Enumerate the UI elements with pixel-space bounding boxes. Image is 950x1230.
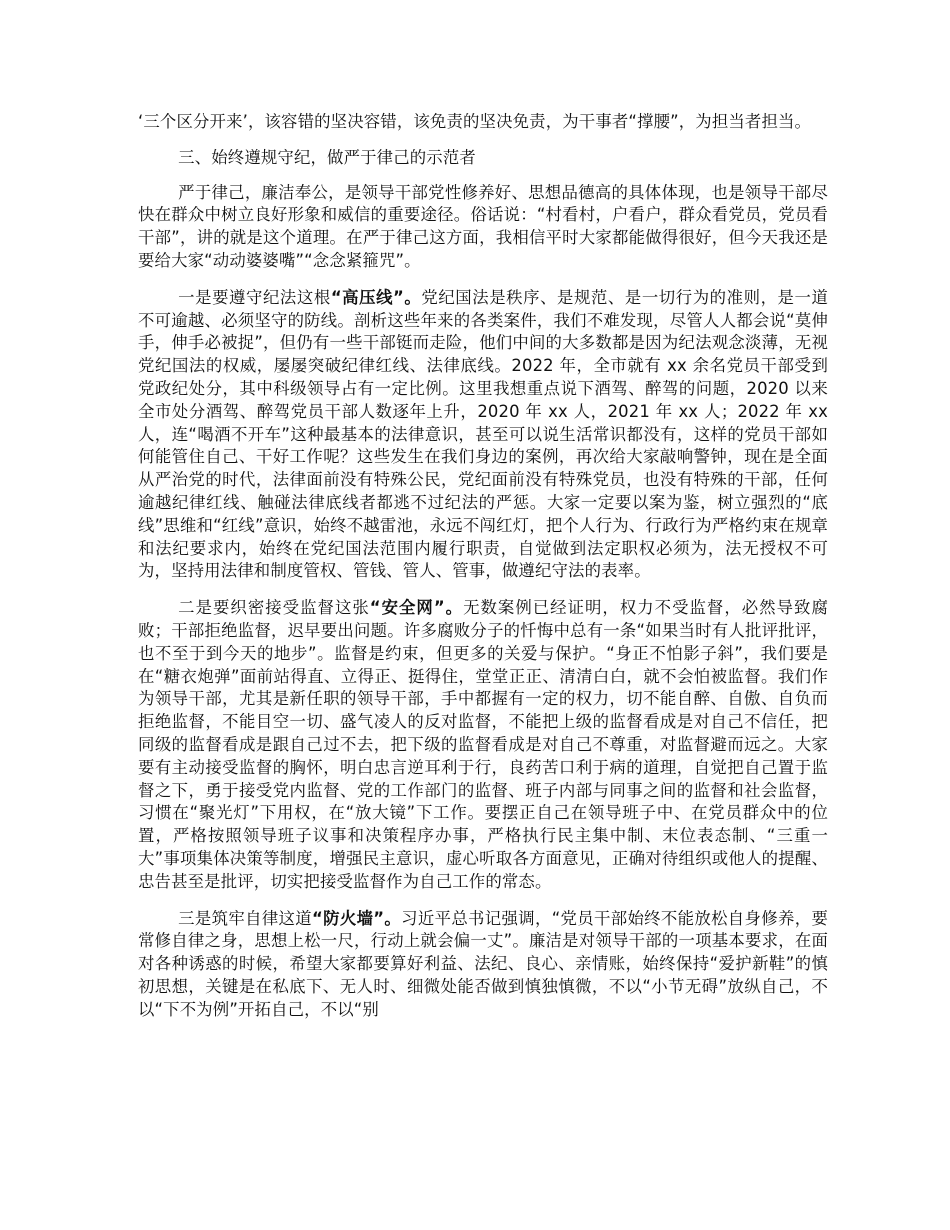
paragraph-body: 无数案例已经证明，权力不受监督，必然导致腐败；干部拒绝监督，迟早要出问题。许多腐败分子的忏悔中总有一条“如果当时有人批评批评，也不至于到今天的地步”。监督是约束，但更多的关爱与保护。“身正不怕影子斜”，我们要是在“糖衣炮弹”面前站得直、立得正、挺得住，堂堂正正、清清白白，就不会怕被监督。我们作为领导干部，尤其是新任职的领导干部，手中都握有一定的权力，切不能自醉、自傲、自负而拒绝监督，不能目空一切、盛气凌人的反对监督，不能把上级的监督看成是对自己不信任，把同级的监督看成是跟自己过不去，把下级的监督看成是对自己不尊重，对监督避而远之。大家要有主动接受监督的胸怀，明白忠言逆耳利于行，良药苦口利于病的道理，自觉把自己置于监督之下，勇于接受党内监督、党的工作部门的监督、班子内部与同事之间的监督和社会监督，习惯在“聚光灯”下用权，在“放大镜”下工作。要摆正自己在领导班子中、在党员群众中的位置，严格按照领导班子议事和决策程序办事，严格执行民主集中制、末位表态制、“三重一大”事项集体决策等制度，增强民主意识，虚心听取各方面意见，正确对待组织或他人的提醒、忠告甚至是批评，切实把接受监督作为自己工作的常态。: [138, 598, 828, 891]
paragraph-lead: 一是要遵守纪法这根: [178, 287, 331, 307]
emphasis-term: “高压线”。: [330, 287, 422, 307]
paragraph-body: 习近平总书记强调，“党员干部始终不能放松自身修养，要常修自律之身，思想上松一尺，行动上就会偏一丈”。廉洁是对领导干部的一项基本要求，在面对各种诱惑的时候，希望大家都要算好利益、法纪、良心、亲情账，始终保持“爱护新鞋”的慎初思想，关键是在私底下、无人时、细微处能否做到慎独慎微，不以“小节无碍”放纵自己，不以“下不为例”开拓自己，不以“别: [138, 908, 828, 1019]
section-heading: 三、始终遵规守纪，做严于律己的示范者: [178, 147, 476, 167]
document-page: [138, 111, 828, 1021]
paragraph-lead: 二是要织密接受监督这张: [178, 598, 370, 618]
emphasis-term: “安全网”。: [369, 598, 464, 618]
paragraph-high-voltage-line: [138, 287, 828, 583]
paragraph-firewall: [138, 908, 828, 1022]
paragraph-self-discipline: 严于律己，廉洁奉公，是领导干部党性修养好、思想品德高的具体体现，也是领导干部尽快在群众中树立良好形象和威信的重要途径。俗话说：“村看村，户看户，群众看党员，党员看干部”，讲的就是这个道理。在严于律己这方面，我相信平时大家都能做得很好，但今天我还是要给大家“动动婆婆嘴”“念念紧箍咒”。: [138, 182, 828, 270]
paragraph-lead: 三是筑牢自律这道: [178, 908, 312, 928]
paragraph-body: 党纪国法是秩序、是规范、是一切行为的准则，是一道不可逾越、必须坚守的防线。剖析这些年来的各类案件，我们不难发现，尽管人人都会说“莫伸手，伸手必被捉”，但仍有一些干部铤而走险，他们中间的大多数都是因为纪法观念淡薄，无视党纪国法的权威，屡屡突破纪律红线、法律底线。2022 年，全市就有 xx 余名党员干部受到党政纪处分，其中科级领导占有一定比例。这里我想重点说下酒驾、醉驾的问题，2020 以来全市处分酒驾、醉驾党员干部人数逐年上升，2020 年 xx 人，2021 年 xx 人；2022 年 xx 人，连“喝酒不开车”这种最基本的法律意识，甚至可以说生活常识都没有，这样的党员干部如何能管住自己、干好工作呢？这些发生在我们身边的案例，再次给大家敲响警钟，现在是全面从严治党的时代，法律面前没有特殊公民，党纪面前没有特殊党员，也没有特殊的干部，任何逾越纪律红线、触碰法律底线者都逃不过纪法的严惩。大家一定要以案为鉴，树立强烈的“底线”思维和“红线”意识，始终不越雷池，永远不闯红灯，把个人行为、行政行为严格约束在规章和法纪要求内，始终在党纪国法范围内履行职责，自觉做到法定职权必须为，法无授权不可为，坚持用法律和制度管权、管钱、管人、管事，做遵纪守法的表率。: [138, 287, 828, 581]
paragraph-safety-net: [138, 597, 828, 893]
emphasis-term: “防火墙”。: [312, 908, 402, 928]
paragraph-intro: ‘三个区分开来’，该容错的坚决容错，该免责的坚决免责，为干事者“撑腰”，为担当者担当。: [138, 112, 812, 131]
